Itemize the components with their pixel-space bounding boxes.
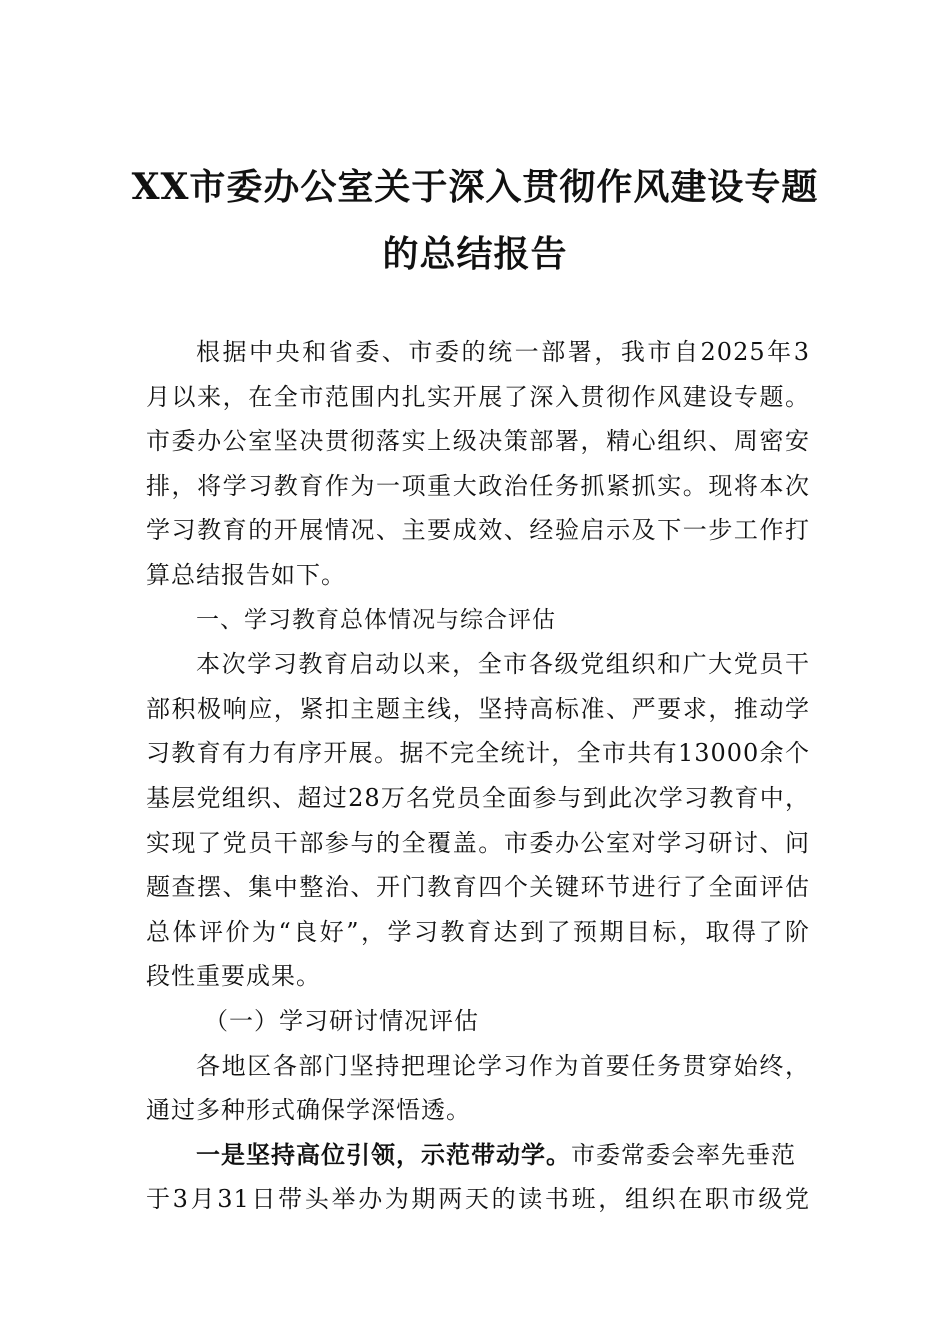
body-line: 各地区各部门坚持把理论学习作为首要任务贯穿始终，	[196, 1051, 810, 1080]
body-line: 习教育有力有序开展。据不完全统计，全市共有13000余个	[146, 739, 810, 768]
body-line: 本次学习教育启动以来，全市各级党组织和广大党员干	[196, 650, 810, 679]
body-line: 算总结报告如下。	[146, 560, 346, 589]
body-line: 月以来，在全市范围内扎实开展了深入贯彻作风建设专题。	[146, 382, 810, 411]
body-line: 市委办公室坚决贯彻落实上级决策部署，精心组织、周密安	[146, 427, 810, 456]
body-line: 学习教育的开展情况、主要成效、经验启示及下一步工作打	[146, 516, 810, 545]
section-heading: 一、学习教育总体情况与综合评估	[196, 606, 556, 633]
bold-lead-phrase: 一是坚持高位引领，示范带动学。	[196, 1139, 571, 1169]
body-line: 通过多种形式确保学深悟透。	[146, 1096, 471, 1125]
body-line: 基层党组织、超过28万名党员全面参与到此次学习教育中，	[146, 783, 810, 812]
document-body	[146, 330, 810, 1222]
subsection-heading: （一）学习研讨情况评估	[204, 1006, 479, 1035]
body-line: 部积极响应，紧扣主题主线，坚持高标准、严要求，推动学	[146, 694, 810, 723]
document-title-line-1: XX市委办公室关于深入贯彻作风建设专题	[131, 166, 819, 208]
body-line: 题查摆、集中整治、开门教育四个关键环节进行了全面评估	[146, 873, 810, 902]
document-title-line-2: 的总结报告	[382, 233, 568, 275]
body-line-continuation: 市委常委会率先垂范	[571, 1140, 796, 1169]
body-line: 总体评价为“良好”，学习教育达到了预期目标，取得了阶	[146, 917, 810, 946]
body-line: 于3月31日带头举办为期两天的读书班，组织在职市级党	[146, 1185, 810, 1214]
body-line: 实现了党员干部参与的全覆盖。市委办公室对学习研讨、问	[146, 828, 810, 857]
body-line: 排，将学习教育作为一项重大政治任务抓紧抓实。现将本次	[146, 471, 810, 500]
body-line: 根据中央和省委、市委的统一部署，我市自2025年3	[196, 338, 810, 366]
body-line-mixed	[146, 1133, 810, 1178]
body-line: 段性重要成果。	[146, 962, 321, 991]
